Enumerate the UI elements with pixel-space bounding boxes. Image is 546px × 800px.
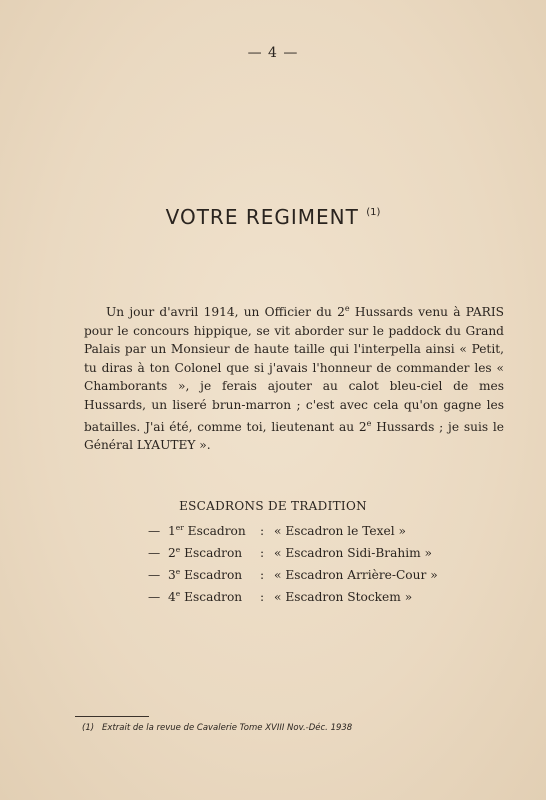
rank-ordinal: e [175, 589, 181, 598]
row-dash: — [148, 590, 161, 605]
rank-word: Escadron [180, 546, 243, 561]
squadron-row [148, 523, 468, 545]
squadron-rank [168, 523, 260, 538]
row-dash: — [148, 546, 161, 561]
row-colon: : [260, 568, 265, 583]
title-footnote-mark: (1) [366, 207, 381, 218]
rank-ordinal: e [175, 567, 181, 576]
title-text: VOTRE REGIMENT [165, 205, 359, 229]
rank-ordinal: e [175, 545, 181, 554]
rank-word: Escadron [183, 524, 246, 539]
squadron-name: « Escadron le Texel » [274, 524, 406, 539]
rank-word: Escadron [180, 590, 243, 605]
paragraph-segment-2: Hussards venu à PARIS pour le concours hippique, se vit aborder sur le paddock du Grand Palais par un Monsieur de haute taille qui l'interpella ainsi « Petit, tu diras à ton Colonel que si j'avais l'honneur de commander les « Chamborants », je ferais ajouter au calot bleu-ciel de mes Hussards, un liseré brun-marron ; c'est avec cela qu'on gagne les batailles. J'ai été, comme toi, lieutenant au 2 [84, 305, 504, 434]
row-dash: — [148, 524, 161, 539]
rank-number: 3 [168, 568, 176, 583]
squadron-name: « Escadron Stockem » [274, 590, 413, 605]
squadron-rank [168, 545, 260, 560]
page-title [0, 205, 546, 229]
footnote [82, 723, 502, 733]
squadron-list [148, 523, 468, 611]
section-heading: ESCADRONS DE TRADITION [179, 499, 367, 513]
anecdote-paragraph [84, 300, 504, 455]
row-colon: : [260, 590, 265, 605]
body-paragraph [84, 300, 504, 455]
squadron-row [148, 567, 468, 589]
squadron-row [148, 589, 468, 611]
row-colon: : [260, 524, 265, 539]
row-colon: : [260, 546, 265, 561]
rank-number: 4 [168, 590, 176, 605]
page-number: — 4 — [247, 45, 299, 61]
squadron-rank [168, 567, 260, 582]
squadron-name: « Escadron Arrière-Cour » [274, 568, 438, 583]
ordinal-superscript: e [344, 304, 350, 313]
squadron-rank [168, 589, 260, 604]
squadron-name: « Escadron Sidi-Brahim » [274, 546, 433, 561]
row-dash: — [148, 568, 161, 583]
rank-ordinal: er [175, 523, 184, 532]
rank-number: 2 [168, 546, 176, 561]
footnote-text: Extrait de la revue de Cavalerie Tome XVIII Nov.-Déc. 1938 [102, 723, 353, 733]
footnote-divider [75, 716, 149, 717]
rank-number: 1 [168, 524, 176, 539]
footnote-mark: (1) [82, 723, 95, 733]
squadron-row [148, 545, 468, 567]
paragraph-segment-1: Un jour d'avril 1914, un Officier du 2 [106, 305, 345, 320]
paragraph-segment-3: Hussards ; je suis le Général LYAUTEY ». [84, 419, 505, 453]
ordinal-superscript: e [366, 418, 372, 428]
rank-word: Escadron [180, 568, 243, 583]
